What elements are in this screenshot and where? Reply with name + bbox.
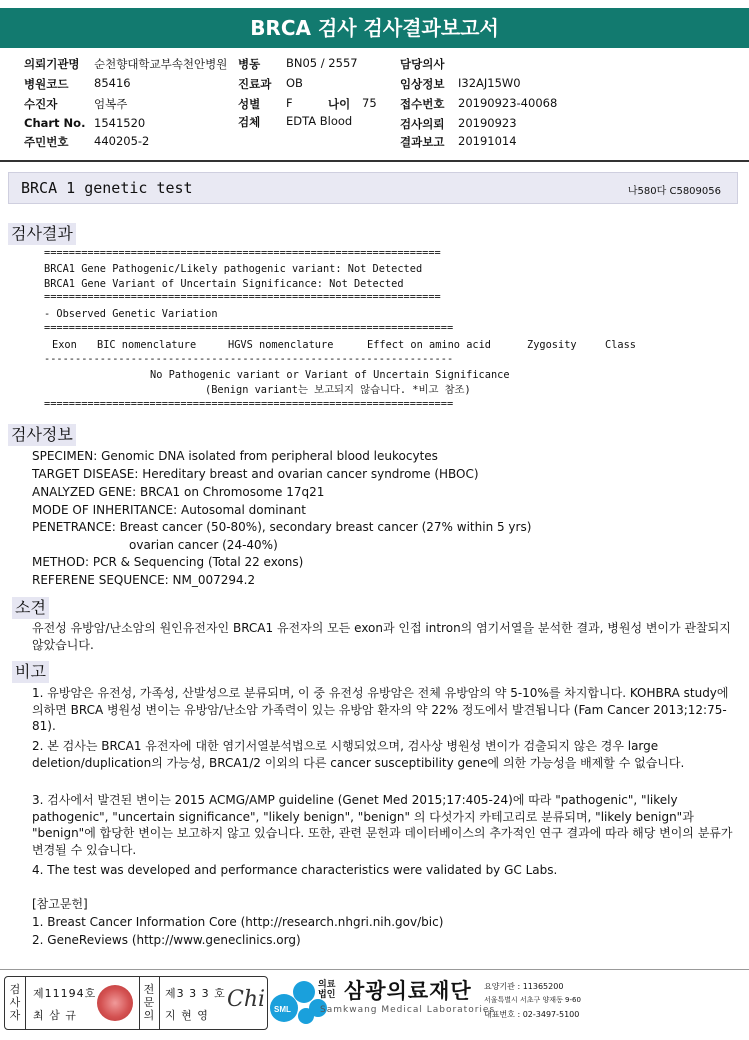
resident-no-value: 440205-2 [94,134,150,148]
dept-value: OB [286,76,303,90]
info-gene: ANALYZED GENE: BRCA1 on Chromosome 17q21 [32,485,325,499]
info-penetrance2: ovarian cancer (24-40%) [129,538,278,552]
org-type: 의료법인 [318,980,336,1000]
header-divider [0,160,749,162]
result-divider-2: ================================================================ [44,291,441,303]
resident-no-label: 주민번호 [24,135,69,149]
examiner-license: 제11194호 [33,987,97,1000]
sex-label: 성별 [238,97,261,111]
col-class: Class [605,339,636,351]
ref-1: 1. Breast Cancer Information Core (http://research.nhgri.nih.gov/bic) [32,915,444,929]
col-effect: Effect on amino acid [367,339,491,351]
result-divider-3: ================================================================== [44,322,454,334]
test-name-bar [8,172,738,204]
ref-2: 2. GeneReviews (http://www.geneclinics.org) [32,933,301,947]
result-line-pathogenic: BRCA1 Gene Pathogenic/Likely pathogenic variant: Not Detected [44,263,423,275]
specimen-value: EDTA Blood [286,114,353,128]
result-divider-4: ================================================================== [44,398,454,410]
clinical-value: I32AJ15W0 [458,76,521,90]
dept-label: 진료과 [238,77,272,91]
org-code: 요양기관 : 11365200 [484,982,564,991]
clinical-label: 임상정보 [400,77,445,91]
org-address: 서울특별시 서초구 양재동 9-60 [484,996,581,1004]
result-line-vus: BRCA1 Gene Variant of Uncertain Significance: Not Detected [44,278,404,290]
info-penetrance1: PENETRANCE: Breast cancer (50-80%), secondary breast cancer (27% within 5 yrs) [32,520,532,534]
col-hgvs: HGVS nomenclature [228,339,334,351]
remarks-heading: 비고 [12,661,49,683]
refs-heading: [참고문헌] [32,897,88,911]
specimen-label: 검체 [238,115,261,129]
specialist-signature: Chi [227,987,266,1012]
examiner-label: 검사자 [9,983,21,1022]
patient-info-block [0,56,749,151]
collector-value: 엄복주 [94,97,128,111]
remark-1: 1. 유방암은 유전성, 가족성, 산발성으로 분류되며, 이 중 유전성 유방암은 전체 유방암의 약 5-10%를 차지합니다. KOHBRA study에 의하면 BRCA 병원성 변이는 유방암/난소암 가족력이 있는 유방암 환자의 약 22% 정도에서 발견됩니다 (Fam Cancer 2013;12:75-81). [32,686,729,733]
receipt-no-value: 20190923-40068 [458,96,558,110]
report-date-value: 20191014 [458,134,517,148]
remark-2: 2. 본 검사는 BRCA1 유전자에 대한 염기서열분석법으로 시행되었으며, 검사상 병원성 변이가 검출되지 않은 경우 large deletion/duplication의 가능성, BRCA1/2 이외의 다른 cancer susceptibility gene에 의한 가능성을 배제할 수 없습니다. [32,739,685,770]
logo-text: SML [274,1005,291,1014]
request-date-label: 검사의뢰 [400,117,445,131]
info-heading: 검사정보 [8,424,76,446]
receipt-no-label: 접수번호 [400,97,445,111]
institution-value: 순천향대학교부속천안병원 [94,57,228,71]
info-method: METHOD: PCR & Sequencing (Total 22 exons) [32,555,304,569]
specialist-name: 지 현 영 [165,1009,209,1022]
org-name: 삼광의료재단 [344,979,472,1003]
info-mode: MODE OF INHERITANCE: Autosomal dominant [32,503,306,517]
col-bic: BIC nomenclature [97,339,197,351]
report-title: BRCA 검사 검사결과보고서 [0,8,749,48]
result-divider-1: ================================================================ [44,247,441,259]
institution-label: 의뢰기관명 [24,57,80,71]
remark-3: 3. 검사에서 발견된 변이는 2015 ACMG/AMP guideline (Genet Med 2015;17:405-24)에 따라 "pathogenic", "likely pathogenic", "uncertain significance", "likely benign", "benign" 의 다섯가지 카테고리로 분류되며, "likely benign"과 "benign"에 합당한 변이는 보고하지 않고 있습니다. 또한, 관련 문헌과 데이터베이스의 추가적인 연구 결과에 따라 해당 변이의 분류가 변경될 수 있습니다. [32,793,733,857]
specialist-license: 제3 3 3 호 [165,987,226,1000]
sex-value: F [286,96,293,110]
chart-no-value: 1541520 [94,116,146,130]
footer-divider [0,969,749,970]
info-specimen: SPECIMEN: Genomic DNA isolated from peripheral blood leukocytes [32,449,438,463]
test-name: BRCA 1 genetic test [21,179,193,197]
org-name-en: Samkwang Medical Laboratories [320,1005,496,1015]
ward-label: 병동 [238,57,261,71]
chart-no-label: Chart No. [24,116,86,130]
hospital-code-label: 병원코드 [24,77,69,91]
findings-text: 유전성 유방암/난소암의 원인유전자인 BRCA1 유전자의 모든 exon과 인접 intron의 염기서열을 분석한 결과, 병원성 변이가 관찰되지 않았습니다. [32,621,731,652]
no-variant-line2: (Benign variant는 보고되지 않습니다. *비고 참조) [205,384,471,396]
observed-variation-label: - Observed Genetic Variation [44,308,218,320]
findings-heading: 소견 [12,597,49,619]
remark-4: 4. The test was developed and performance characteristics were validated by GC Labs. [32,863,558,877]
result-heading: 검사결과 [8,223,76,245]
test-code: 나580다 C5809056 [627,186,721,197]
collector-label: 수진자 [24,97,58,111]
specialist-label: 전문의 [143,983,155,1022]
ward-value: BN05 / 2557 [286,56,358,70]
info-target: TARGET DISEASE: Hereditary breast and ovarian cancer syndrome (HBOC) [32,467,479,481]
col-exon: Exon [52,339,77,351]
result-dash-line: ------------------------------------------------------------------ [44,353,454,365]
signature-box [4,976,268,1030]
examiner-seal [97,985,133,1021]
hospital-code-value: 85416 [94,76,131,90]
report-date-label: 결과보고 [400,135,445,149]
request-date-value: 20190923 [458,116,517,130]
info-reference: REFERENE SEQUENCE: NM_007294.2 [32,573,256,587]
no-variant-line1: No Pathogenic variant or Variant of Uncertain Significance [150,369,510,381]
org-phone: 대표번호 : 02-3497-5100 [484,1010,580,1019]
doctor-label: 담당의사 [400,57,445,71]
age-value: 75 [362,96,377,110]
examiner-name: 최 삼 규 [33,1009,77,1022]
age-label: 나이 [328,97,351,111]
col-zygosity: Zygosity [527,339,577,351]
